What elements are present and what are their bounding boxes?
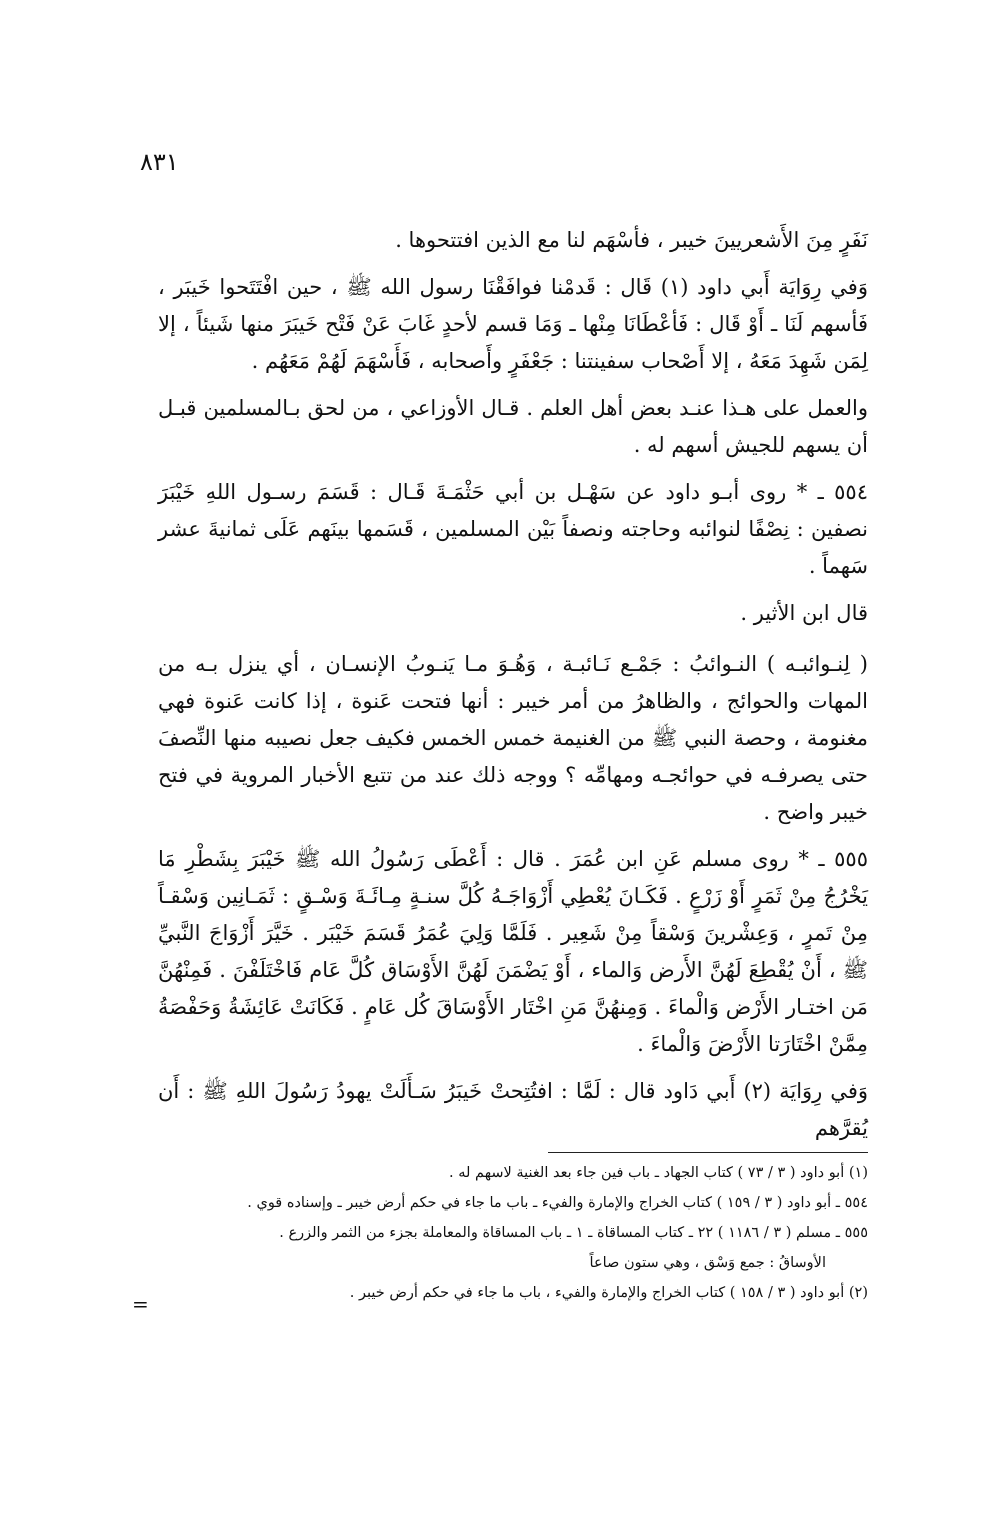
paragraph: وَفي رِوَايَة أَبي داود (١) قَال : قَدمْنا فوافَقْنَا رسول الله ﷺ ، حين افْتَتَحوا خَيبَر ، فَأسهم لَنَا ـ أَوْ قَال : فَأعْطَانَا مِنْها ـ وَمَا قسم لأحدٍ غَابَ عَنْ فَتْح خَيبَرَ منها شَيئاً ، إلا لِمَن شَهِدَ مَعَهُ ، إلا أَصْحاب سفينتنا : جَعْفَرٍ وأَصحابه ، فَأَسْهَمَ لَهُمْ مَعَهُم . xyxy=(158,275,868,373)
paragraph: قال ابن الأثير . xyxy=(740,601,868,625)
footnote: (٢) أبو داود ( ٣ / ١٥٨ ) كتاب الخراج والإمارة والفيء ، باب ما جاء في حكم أرض خيبر . xyxy=(349,1285,868,1301)
footnote: ٥٥٤ ـ أبو داود ( ٣ / ١٥٩ ) كتاب الخراج والإمارة والفيء ـ باب ما جاء في حكم أرض خيبر ـ وإسناده قوي . xyxy=(247,1195,868,1211)
footnote: (١) أبو داود ( ٣ / ٧٣ ) كتاب الجهاد ـ باب فين جاء بعد الغنية لاسهم له . xyxy=(449,1165,868,1181)
continuation-mark: = xyxy=(132,1292,149,1316)
paragraph: والعمل على هـذا عنـد بعض أهل العلم . قـال الأوزاعي ، من لحق بـالمسلمين قبـل أن يسهم للجيش أسهم له . xyxy=(158,396,868,457)
paragraph: نَفَرٍ مِنَ الأَشعريينَ خيبر ، فأسْهَم لنا مع الذين افتتحوها . xyxy=(395,228,868,252)
paragraph: ( لِنـوائبـه ) النـوائبُ : جَمْـع نَـائبـة ، وَهُـوَ مـا يَنـوبُ الإنسـان ، أي ينزل بـه من المهات والحوائج ، والظاهرُ من أمر خيبر : أنها فتحت عَنوة ، إذا كانت عَنوة فهي مغنومة ، وحصة النبي ﷺ من الغنيمة خمس الخمس فكيف جعل نصيبه منها النِّصفَ حتى يصرفـه في حوائجـه ومهامِّه ؟ ووجه ذلك عند من تتبع الأخبار المروية في فتح خيبر واضح . xyxy=(158,652,868,824)
footnote: ٥٥٥ ـ مسلم ( ٣ / ١١٨٦ ) ٢٢ ـ كتاب المساقاة ـ ١ ـ باب المساقاة والمعاملة بجزء من الثمر والزرع . xyxy=(279,1225,868,1241)
main-text xyxy=(158,222,868,1157)
footnote: الأوساقُ : جمع وَسْق ، وهي ستون صاعاً xyxy=(589,1255,826,1271)
footnotes xyxy=(158,1158,868,1308)
footnote-separator xyxy=(548,1152,868,1153)
page-number: ٨٣١ xyxy=(140,148,179,176)
hadith-554: ٥٥٤ ـ * روى أبـو داود عن سَهْـل بن أبي حَثْمَـةَ قَـال : قَسَمَ رسـول اللهِ خَيْبَرَ نصفين : نِصْفًا لنوائبه وحاجته ونصفاً بَيْن المسلمين ، قَسَمها بينَهم عَلَى ثمانيةَ عشر سَهماً . xyxy=(158,480,868,578)
hadith-555: ٥٥٥ ـ * روى مسلم عَنِ ابن عُمَرَ . قال : أَعْطَى رَسُولُ الله ﷺ خَيْبَرَ بِشَطْرِ مَا يَخْرُجُ مِنْ ثَمَرٍ أَوْ زَرْعٍ . فَكَـانَ يُعْطِي أَزْوَاجَـهُ كُلَّ سنـةٍ مِـائَـةَ وَسْـقٍ : ثَمَـانِين وَسْقـاً مِنْ تَمرٍ ، وَعِشْرينَ وَسْقاً مِنْ شَعِير . فَلَمَّا وَلِيَ عُمَرُ قَسَمَ خَيْبَر . خَيَّرَ أَزْوَاجَ النَّبيِّ ﷺ ، أَنْ يُقْطِعَ لَهُنَّ الأَرض وَالماء ، أَوْ يَضْمَنَ لَهُنَّ الأَوْسَاق كُلَّ عَام فَاخْتَلَفْنَ . فَمِنْهُنَّ مَن اختـار الأَرْض وَالْماءَ . وَمِنهُنَّ مَنِ اخْتَار الأَوْسَاقَ كُل عَامٍ . فَكَانَتْ عَائِشَةُ وَحَفْصَةُ مِمَّنْ اخْتَارَتا الأَرْضَ وَالْماءَ . xyxy=(158,847,868,1056)
paragraph: وَفي رِوَايَة (٢) أَبي دَاود قال : لَمَّا : افتُتِحتْ خَيبَرُ سَـأَلَتْ يهودُ رَسُولَ اللهِ ﷺ : أَن يُقرَّهم xyxy=(158,1079,868,1140)
